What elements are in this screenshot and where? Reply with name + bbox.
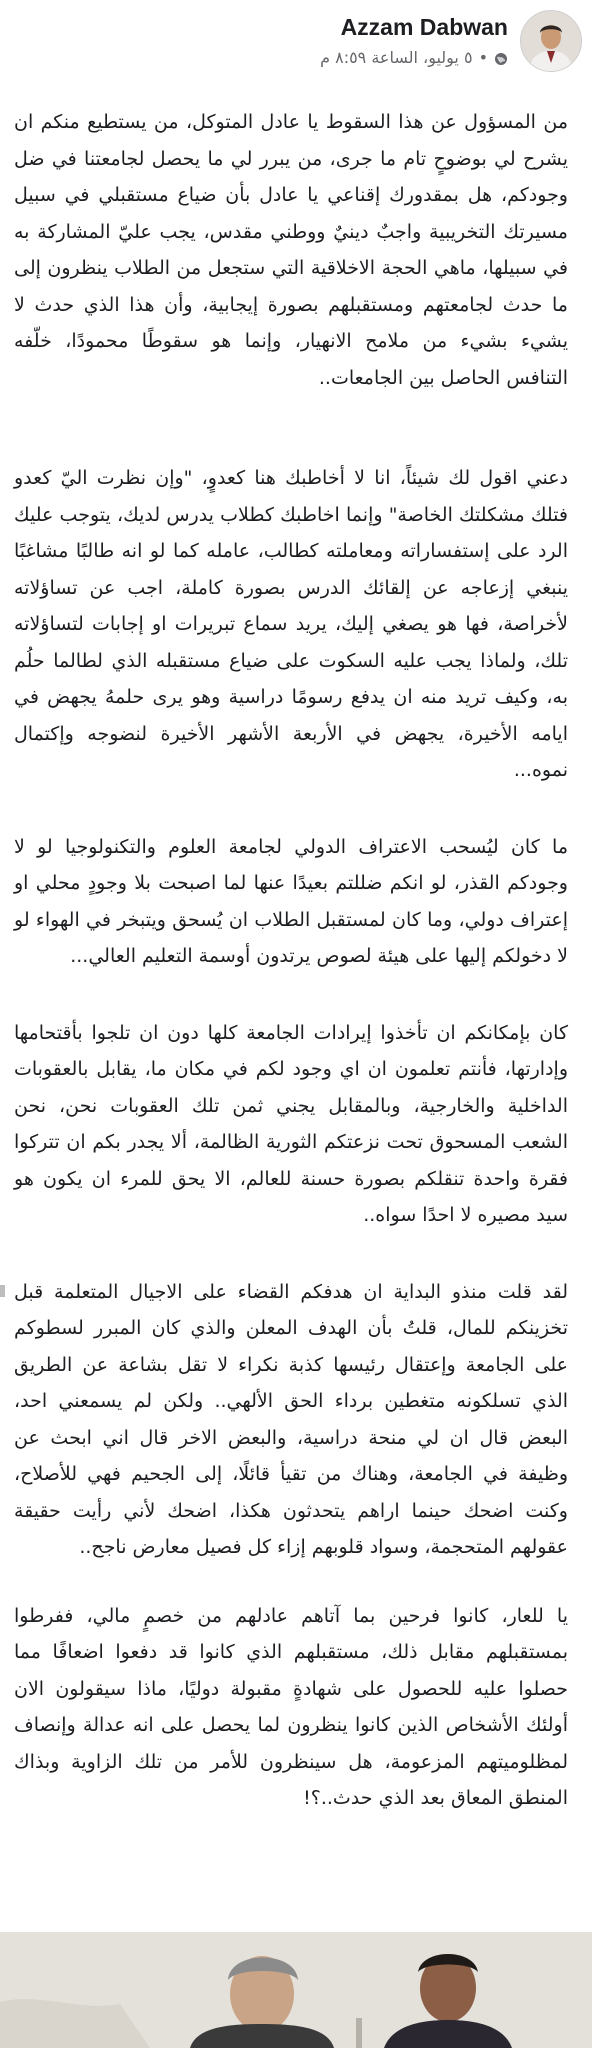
author-name[interactable]: Azzam Dabwan (340, 14, 508, 40)
post-paragraph-2: دعني اقول لك شيئاً، انا لا أخاطبك هنا كعدوٍ، "وإن نظرت اليّ كعدو فتلك مشكلتك الخاصة" وإنما اخاطبك كطلاب يدرس لديك، يتوجب عليك الرد على إستفساراته ومعاملته كطالب، عامله كما لو انه طالبًا مشاغبًا ينبغي إزعاجه عن إلقائك الدرس بصورة كاملة، اجب عن تساؤلاته لأخراصة، فها هو يصغي إليك، يريد سماع تبريرات او إجابات لتساؤلاته تلك، ولماذا يجب عليه السكوت على ضياع مستقبله الذي لطالما حلُم به، وكيف تريد منه ان يدفع رسومًا دراسية وهو يرى حلمهُ يجهض في ايامه الأخيرة، يجهض في الأربعة الأشهر الأخيرة لنضوجه وإكتمال نموه... (14, 467, 568, 781)
post-paragraph-1: من المسؤول عن هذا السقوط يا عادل المتوكل، من يستطيع منكم ان يشرح لي بوضوحٍ تام ما جرى، من يبرر لي ما يحصل لجامعتنا في ضل وجودكم، هل بمقدورك إقناعي يا عادل بأن ضياع مستقبلي في سبيل مسيرتك التخريبية واجبٌ دينيٌ ووطني مقدس، يجب عليّ المشاركة به في سبيلها، ماهي الحجة الاخلاقية التي ستجعل من الطلاب ينظرون إلى ما حدث لجامعتهم ومستقبلهم بصورة إيجابية، وأن هذا الذي حدث لا يشيء بشيء من ملامح الانهيار، وإنما هو سقوطًا محمودًا، خلّفه التنافس الحاصل بين الجامعات.. (14, 111, 568, 389)
post-subtitle (320, 48, 508, 68)
post-paragraph-3: ما كان ليُسحب الاعتراف الدولي لجامعة العلوم والتكنولوجيا لو لا وجودكم القذر، لو انكم ضللتم بعيدًا عنها لما اصبحت بلا وجودٍ محلي او إعتراف دولي، وما كان لمستقبل الطلاب ان يُسحق ويتبخر في الهواء لو لا دخولكم إليها على هيئة لصوص يرتدون أوسمة التعليم العالي... (14, 835, 568, 967)
scroll-marker (0, 1285, 5, 1297)
avatar[interactable] (520, 10, 582, 72)
post-timestamp[interactable]: ٥ يوليو، الساعة ٨:٥٩ م (320, 48, 473, 67)
post-photo[interactable] (0, 1932, 592, 2048)
separator-dot: • (478, 48, 488, 67)
post-paragraph-6: يا للعار، كانوا فرحين بما آتاهم عادلهم من خصمٍ مالي، ففرطوا بمستقبلهم مقابل ذلك، مستقبلهم الذي كانوا قد دفعوا اضعافًا مما حصلوا عليه للحصول على شهادةٍ مقبولة دوليًا، ماذا سيقولون الان أولئك الأشخاص الذين كانوا ينظرون لما يحصل على انه عدالة وإنصاف لمظلوميتهم المزعومة، هل سينظرون للأمر من تلك الزاوية وبذاك المنطق المعاق بعد الذي حدث..؟! (14, 1604, 568, 1809)
post-paragraph-5: لقد قلت منذو البداية ان هدفكم القضاء على الاجيال المتعلمة قبل تخزينكم للمال، قلتُ بأن الهدف المعلن والذي كان المبرر لسطوكم على الجامعة وإعتقال رئيسها كذبة نكراء لا تقل بشاعة عن الطريق الذي تسلكونه متغطين برداء الحق الألهي.. ولكن لم يسمعني احد، البعض قال ان لي منحة دراسية، والبعض الاخر قال اني ابحث عن وظيفة في الجامعة، وهناك من تقيأ قائلًا، إلى الجحيم فهي للأصلاح، وكنت اضحك حينما اراهم يتحدثون هكذا، اضحك لأني رأيت حقيقة عقولهم المتحجمة، وسواد قلوبهم إزاء كل فصيل معارض ناجح.. (14, 1280, 568, 1558)
globe-icon[interactable] (494, 51, 508, 65)
post-header (10, 10, 582, 90)
post-meta (320, 12, 508, 68)
post-body (14, 104, 568, 1817)
post-paragraph-4: كان بإمكانكم ان تأخذوا إيرادات الجامعة كلها دون ان تلجوا بأقتحامها وإدارتها، فأنتم تعلمون ان اي وجود لكم في مكان ما، يقابل بالعقوبات الداخلية والخارجية، وبالمقابل يجني ثمن تلك العقوبات نحن، نحن الشعب المسحوق تحت نزعتكم الثورية الظالمة، ألا يجدر بكم ان تتركوا فقرة واحدة تنقلكم بصورة حسنة للعالم، الا يحق للمرء ان يكون هو سيد مصيره لا احدًا سواه.. (14, 1021, 568, 1226)
